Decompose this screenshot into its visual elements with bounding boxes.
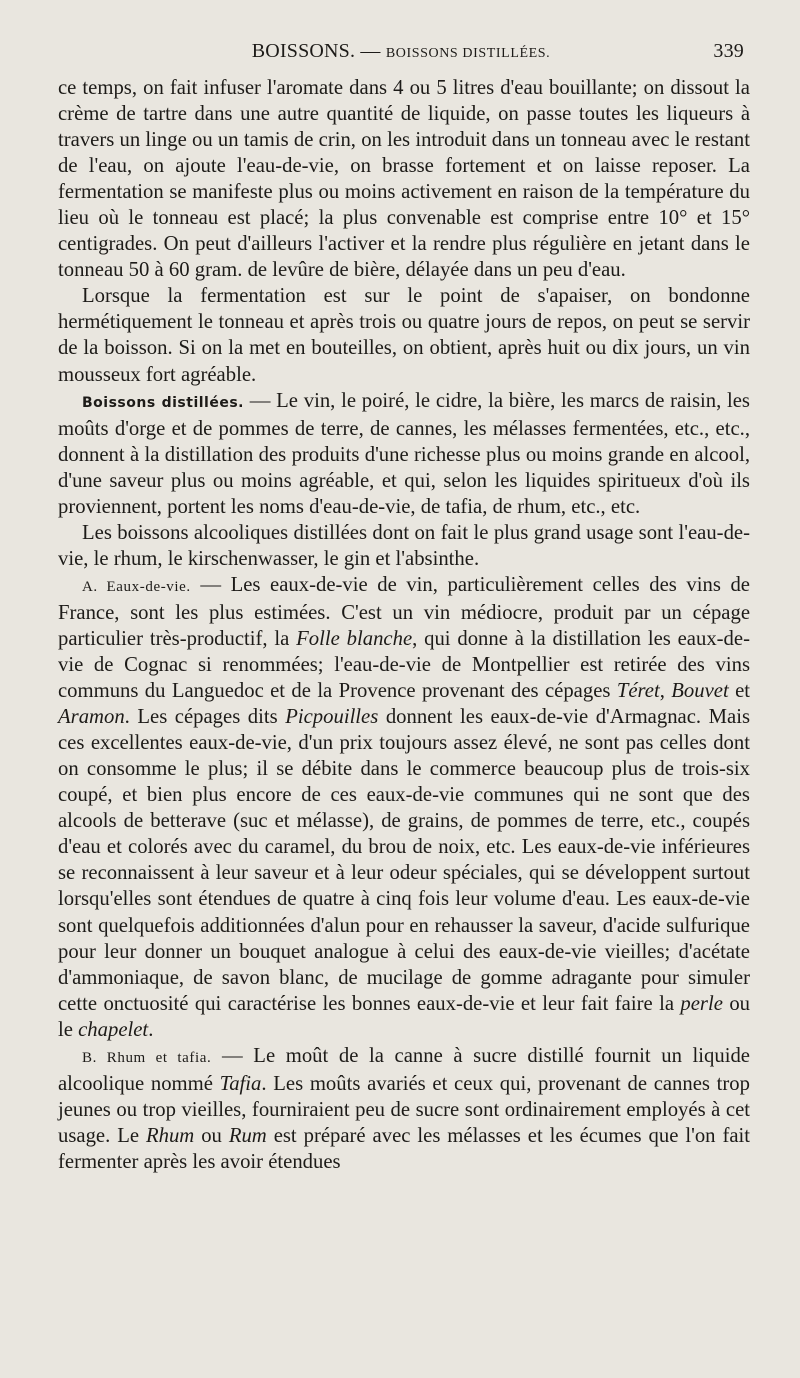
paragraph-3-text: — Le vin, le poiré, le cidre, la bière, les marcs de raisin, les moûts d'orge et de pommes de terre, de cannes, les mélasses fermentées, etc., etc., donnent à la distillation des produits d'une richesse plus ou moins grande en alcool, d'une saveur plus ou moins agréable, et qui, selon les liquides spiritueux d'où ils proviennent, portent les noms d'eau-de-vie, de tafia, de rhum, etc., etc. [58, 389, 750, 518]
running-head-title [58, 40, 744, 63]
running-head [58, 40, 744, 70]
paragraph-1: ce temps, on fait infuser l'aromate dans 4 ou 5 litres d'eau bouillante; on dissout la crème de tartre dans une autre quantité de liquide, on passe toutes les liqueurs à travers un linge ou un tamis de crin, on les introduit dans un tonneau avec le restant de l'eau, on ajoute l'eau-de-vie, on brasse fortement et on laisse reposer. La fermentation se manifeste plus ou moins activement en raison de la température du lieu où le tonneau est placé; la plus convenable est comprise entre 10° et 15° centigrades. On peut d'ailleurs l'activer et la rendre plus régulière en jetant dans le tonneau 50 à 60 gram. de levûre de bière, délayée dans un peu d'eau. [58, 77, 750, 282]
paragraph-5-text-a: — Les eaux-de-vie de vin, particulièrement celles des vins de France, sont les plus estimées. C'est un vin médiocre, produit par un cépage particulier très-productif, la [58, 573, 750, 650]
paragraph-5-text-b: , qui donne à la distillation les eaux-de-vie de Cognac si renommées; l'eau-de-vie de Montpellier est retirée des vins communs du Languedoc et de la Provence provenant des cépages [58, 627, 750, 703]
paragraph-5-text-c: , [659, 680, 672, 703]
italic-rum: Rum [228, 1124, 267, 1147]
header-title-dash: — [355, 40, 386, 62]
paragraph-5-text-h: . [148, 1018, 154, 1041]
italic-teret: Téret [616, 680, 660, 703]
italic-bouvet: Bouvet [671, 680, 729, 703]
body-text [58, 75, 750, 1175]
italic-picpouilles: Picpouilles [285, 706, 379, 729]
paragraph-5-text-g: ou le [58, 992, 751, 1041]
header-title-main: BOISSONS. [251, 40, 356, 62]
header-title-sub: BOISSONS DISTILLÉES. [385, 46, 551, 61]
italic-chapelet: chapelet [78, 1018, 149, 1041]
paragraph-5 [58, 572, 750, 1043]
italic-folle-blanche: Folle blanche [296, 627, 413, 650]
page-number: 339 [713, 40, 744, 62]
italic-perle: perle [680, 992, 723, 1015]
paragraph-4: Les boissons alcooliques distillées dont on fait le plus grand usage sont l'eau-de-vie, le rhum, le kirschenwasser, le gin et l'absinthe. [58, 521, 750, 570]
section-heading-rhum-et-tafia: B. Rhum et tafia. [82, 1049, 212, 1066]
paragraph-6-text-d: est préparé avec les mélasses et les écumes que l'on fait fermenter après les avoir étendues [58, 1124, 751, 1173]
paragraph-2: Lorsque la fermentation est sur le point de s'apaiser, on bondonne hermétiquement le tonneau et après trois ou quatre jours de repos, on peut se servir de la boisson. Si on la met en bouteilles, on obtient, après huit ou dix jours, un vin mousseux fort agréable. [58, 285, 750, 386]
italic-aramon: Aramon [58, 706, 125, 729]
paragraph-6-text-c: ou [194, 1124, 229, 1147]
paragraph-5-text-d: et [728, 680, 750, 703]
section-heading-boissons-distillees: Boissons distillées. [82, 394, 244, 411]
section-heading-eaux-de-vie: A. Eaux-de-vie. [82, 578, 191, 595]
paragraph-6-text-a: — Le moût de la canne à sucre distillé fournit un liquide alcoolique nommé [58, 1044, 750, 1095]
paragraph-6 [58, 1043, 750, 1175]
paragraph-5-text-f: donnent les eaux-de-vie d'Armagnac. Mais ces excellentes eaux-de-vie, d'un prix toujours assez élevé, ne sont pas celles dont on consomme le plus; il se débite dans le commerce beaucoup plus de trois-six coupé, et bien plus encore de ces eaux-de-vie communes qui ne sont que des alcools de betterave (suc et mélasse), de grains, de pommes de terre, etc., coupés d'eau et colorés avec du caramel, du brou de noix, etc. Les eaux-de-vie inférieures se reconnaissent à leur saveur et à leur odeur spéciales, qui se développent surtout lorsqu'elles sont étendues de quatre à cinq fois leur volume d'eau. Les eaux-de-vie sont quelquefois additionnées d'alun pour en rehausser la saveur, d'acide sulfurique pour leur donner un bouquet analogue à celui des eaux-de-vie vieilles; d'acétate d'ammoniaque, de savon blanc, de mucilage de gomme adragante pour simuler cette onctuosité qui caractérise les bonnes eaux-de-vie et leur fait faire la [58, 706, 751, 1015]
italic-rhum: Rhum [145, 1124, 195, 1147]
paragraph-3 [58, 388, 750, 520]
italic-tafia: Tafia [219, 1072, 262, 1095]
paragraph-5-text-e: . Les cépages dits [124, 706, 286, 729]
paragraph-6-text-b: . Les moûts avariés et ceux qui, provenant de cannes trop jeunes ou trop vieilles, fourniraient peu de sucre sont ordinairement employés à cet usage. Le [58, 1072, 750, 1147]
